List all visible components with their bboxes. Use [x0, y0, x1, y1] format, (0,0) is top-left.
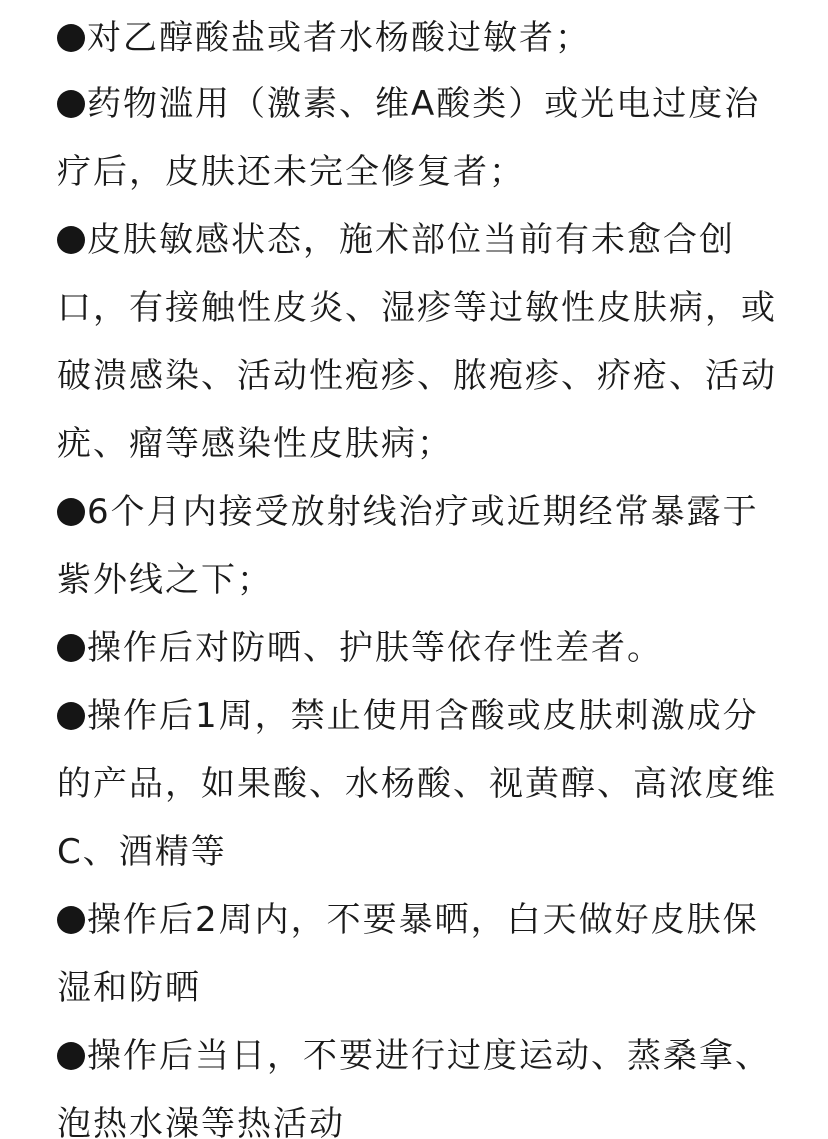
bullet-icon	[57, 1042, 85, 1070]
item-text: 对乙醇酸盐或者水杨酸过敏者；	[87, 18, 591, 58]
item-text: 药物滥用（激素、维A酸类）或光电过度治	[87, 84, 761, 124]
item-text: 湿和防晒	[57, 968, 201, 1008]
item-text: 的产品，如果酸、水杨酸、视黄醇、高浓度维	[57, 764, 777, 804]
item-text: 泡热水澡等热活动	[57, 1104, 345, 1139]
item-continuation	[57, 550, 273, 610]
list-item	[57, 1026, 771, 1086]
list-item	[57, 618, 663, 678]
item-text: 疣、瘤等感染性皮肤病；	[57, 424, 453, 464]
bullet-icon	[57, 498, 85, 526]
item-text: 操作后1周，禁止使用含酸或皮肤刺激成分	[87, 696, 759, 736]
item-continuation	[57, 414, 453, 474]
item-text: 疗后，皮肤还未完全修复者；	[57, 152, 525, 192]
item-text: 皮肤敏感状态，施术部位当前有未愈合创	[87, 220, 735, 260]
item-text: 破溃感染、活动性疱疹、脓疱疹、疥疮、活动	[57, 356, 777, 396]
item-continuation	[57, 1094, 345, 1139]
bullet-icon	[57, 226, 85, 254]
list-item	[57, 482, 759, 542]
item-continuation	[57, 822, 227, 882]
list-item	[57, 890, 759, 950]
item-text: 6个月内接受放射线治疗或近期经常暴露于	[87, 492, 759, 532]
item-continuation	[57, 754, 777, 814]
item-text: 口，有接触性皮炎、湿疹等过敏性皮肤病，或	[57, 288, 777, 328]
bullet-icon	[57, 906, 85, 934]
bullet-icon	[57, 702, 85, 730]
list-item	[57, 8, 591, 68]
item-continuation	[57, 346, 777, 406]
list-item	[57, 210, 735, 270]
item-text: C、酒精等	[57, 832, 227, 872]
item-text: 操作后对防晒、护肤等依存性差者。	[87, 628, 663, 668]
item-text: 操作后当日，不要进行过度运动、蒸桑拿、	[87, 1036, 771, 1076]
item-continuation	[57, 142, 525, 202]
bullet-icon	[57, 634, 85, 662]
bullet-icon	[57, 24, 85, 52]
item-text: 操作后2周内，不要暴晒，白天做好皮肤保	[87, 900, 759, 940]
item-text: 紫外线之下；	[57, 560, 273, 600]
list-item	[57, 686, 759, 746]
list-item	[57, 74, 760, 134]
bullet-icon	[57, 90, 85, 118]
item-continuation	[57, 278, 777, 338]
item-continuation	[57, 958, 201, 1018]
